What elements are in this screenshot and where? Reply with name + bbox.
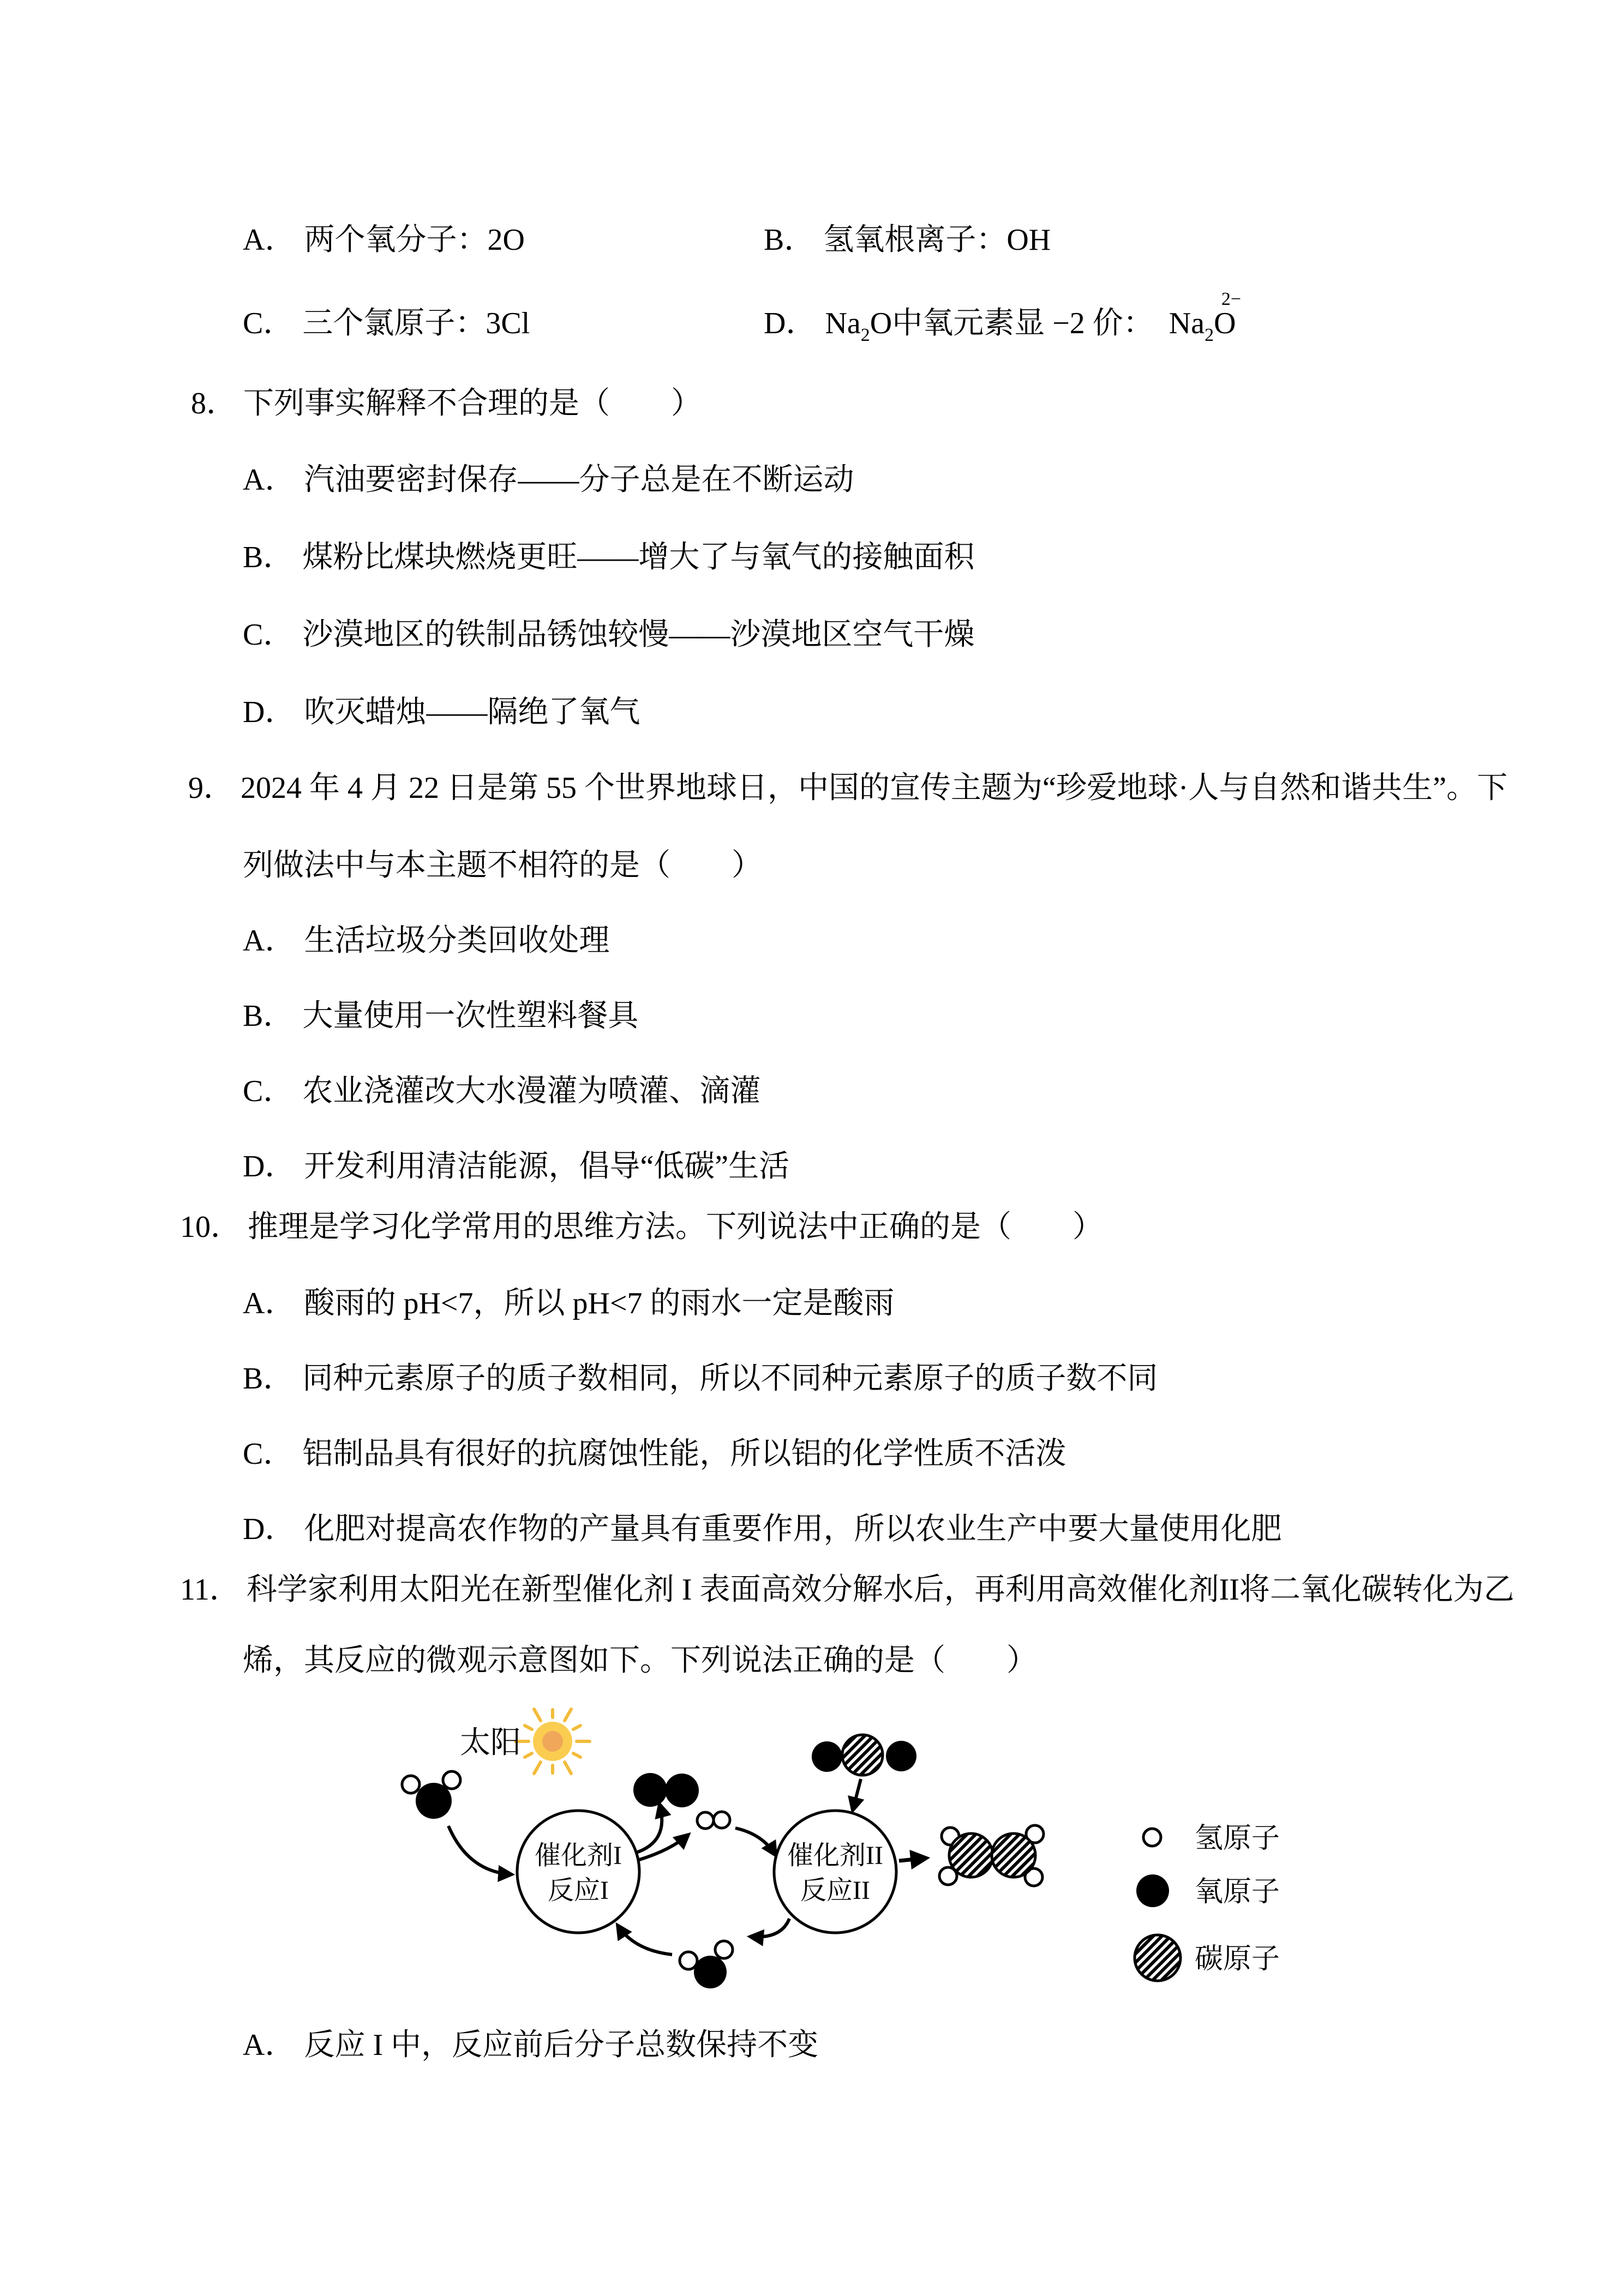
option-text: 生活垃圾分类回收处理	[304, 924, 610, 958]
option-label: A．	[243, 2028, 296, 2062]
catalyst2-circle	[774, 1811, 896, 1933]
option-text: 农业浇灌改大水漫灌为喷灌、滴灌	[302, 1074, 761, 1108]
option-text: 铝制品具有很好的抗腐蚀性能，所以铝的化学性质不活泼	[302, 1437, 1066, 1471]
q10-option-a	[243, 1283, 895, 1324]
legend-label: 氢原子	[1195, 1823, 1280, 1854]
q9-stem-line2	[243, 845, 762, 886]
option-label: D．	[243, 1150, 296, 1183]
q9-option-b	[243, 996, 638, 1036]
option-text: 沙漠地区的铁制品锈蚀较慢——沙漠地区空气干燥	[302, 618, 975, 652]
q9-option-a	[243, 921, 609, 961]
q11-stem-line1	[180, 1570, 1514, 1610]
option-text: 化肥对提高农作物的产量具有重要作用，所以农业生产中要大量使用化肥	[304, 1512, 1282, 1546]
water-molecule-bottom	[680, 1941, 733, 1988]
sun-label: 太阳	[460, 1726, 521, 1760]
catalyst2-label-line2: 反应II	[800, 1876, 870, 1905]
q8-option-c	[243, 615, 974, 655]
question-number: 9．	[188, 771, 234, 805]
arrow-co2-to-catalyst2	[853, 1779, 861, 1811]
q7-option-d	[764, 289, 1242, 345]
question-number: 8．	[191, 387, 237, 420]
carbon-atom-icon	[1135, 1935, 1180, 1981]
option-label: A．	[243, 1287, 296, 1320]
q9-option-d	[243, 1146, 789, 1187]
option-label: C．	[243, 1437, 294, 1471]
option-text: 氢氧根离子：OH	[823, 223, 1051, 257]
option-label: D．	[243, 1512, 296, 1546]
q8-option-b	[243, 537, 974, 578]
option-label: A．	[243, 924, 296, 958]
catalyst1-label-line1: 催化剂I	[535, 1841, 622, 1870]
legend-label: 碳原子	[1195, 1944, 1280, 1975]
option-label: B．	[243, 1362, 294, 1396]
option-label: B．	[764, 223, 815, 257]
q10-option-c	[243, 1434, 1066, 1474]
q8-option-d	[243, 692, 640, 732]
water-molecule-top	[402, 1771, 460, 1819]
legend-item-oxygen	[1136, 1874, 1280, 1908]
carbon-dioxide-molecule	[812, 1735, 916, 1775]
legend	[1135, 1823, 1280, 1981]
option-label: B．	[243, 540, 294, 574]
option-label: A．	[243, 463, 296, 497]
option-label: C．	[243, 1074, 294, 1108]
option-text: 同种元素原子的质子数相同，所以不同种元素原子的质子数不同	[302, 1362, 1158, 1396]
catalyst2-label-line1: 催化剂II	[787, 1841, 883, 1870]
ethylene-molecule	[939, 1825, 1044, 1886]
option-label: C．	[243, 618, 294, 652]
question-text: 列做法中与本主题不相符的是（ ）	[243, 849, 762, 882]
q10-option-b	[243, 1359, 1158, 1399]
sun-icon	[516, 1709, 590, 1774]
catalyst1-label-line2: 反应I	[548, 1876, 609, 1905]
option-label: B．	[243, 999, 294, 1033]
oxygen-molecule	[633, 1773, 699, 1807]
legend-item-carbon	[1135, 1935, 1280, 1981]
option-text: 吹灭蜡烛——隔绝了氧气	[304, 695, 640, 729]
arrow-hydrogen-to-catalyst2	[735, 1828, 776, 1855]
option-text: 酸雨的 pH<7，所以 pH<7 的雨水一定是酸雨	[304, 1287, 895, 1320]
option-text: 反应 I 中，反应前后分子总数保持不变	[304, 2028, 819, 2062]
q10-option-d	[243, 1509, 1281, 1549]
q11-stem-line2	[243, 1640, 1037, 1681]
option-text: 大量使用一次性塑料餐具	[302, 999, 639, 1033]
reaction-diagram	[376, 1688, 1326, 2031]
option-label: D．	[764, 306, 817, 340]
hydrogen-atom-icon	[1143, 1829, 1161, 1846]
legend-label: 氧原子	[1195, 1877, 1280, 1908]
q11-option-a	[243, 2025, 818, 2065]
q8-stem	[191, 383, 702, 424]
formula-na2o: $Na_2O$中氧元素显 −2 价：	[825, 306, 1154, 345]
formula-na2o-valence: $Na_2$ 2− O	[1168, 289, 1242, 345]
arrow-water-to-catalyst1-return	[618, 1925, 672, 1955]
legend-item-hydrogen	[1143, 1823, 1280, 1854]
question-text: 2024 年 4 月 22 日是第 55 个世界地球日，中国的宣传主题为“珍爱地球·人与自然和谐共生”。下	[241, 771, 1508, 805]
question-number: 11．	[180, 1573, 240, 1607]
q8-option-a	[243, 460, 854, 500]
arrow-catalyst2-to-water	[750, 1919, 789, 1937]
valence-superscript: 2−	[1221, 289, 1242, 309]
question-text: 推理是学习化学常用的思维方法。下列说法中正确的是（ ）	[248, 1210, 1103, 1244]
option-text: 三个氯原子：3Cl	[302, 306, 530, 340]
q9-option-c	[243, 1071, 760, 1111]
question-text: 烯，其反应的微观示意图如下。下列说法正确的是（ ）	[243, 1644, 1037, 1678]
question-text: 下列事实解释不合理的是（ ）	[243, 387, 702, 420]
oxygen-atom-icon	[1136, 1874, 1169, 1907]
question-text: 科学家利用太阳光在新型催化剂 I 表面高效分解水后，再利用高效催化剂II将二氧化碳转化为乙	[246, 1573, 1514, 1607]
q7-option-c	[243, 303, 530, 344]
option-text: 开发利用清洁能源，倡导“低碳”生活	[304, 1150, 790, 1183]
option-label: A．	[243, 223, 296, 257]
arrow-catalyst1-to-oxygen	[634, 1804, 662, 1853]
option-label: D．	[243, 695, 296, 729]
option-text: 汽油要密封保存——分子总是在不断运动	[304, 463, 854, 497]
hydrogen-molecule	[697, 1812, 730, 1829]
q10-stem	[180, 1207, 1103, 1247]
arrow-water-to-catalyst1	[448, 1826, 512, 1874]
option-text: 煤粉比煤块燃烧更旺——增大了与氧气的接触面积	[302, 540, 975, 574]
question-number: 10．	[180, 1210, 241, 1244]
q9-stem-line1	[188, 768, 1507, 808]
arrow-catalyst2-to-ethylene	[899, 1858, 926, 1861]
catalyst1-circle	[517, 1811, 639, 1933]
q7-option-b	[764, 220, 1051, 260]
option-text: 两个氧分子：2O	[304, 223, 525, 257]
option-label: C．	[243, 306, 294, 340]
q7-option-a	[243, 220, 525, 260]
